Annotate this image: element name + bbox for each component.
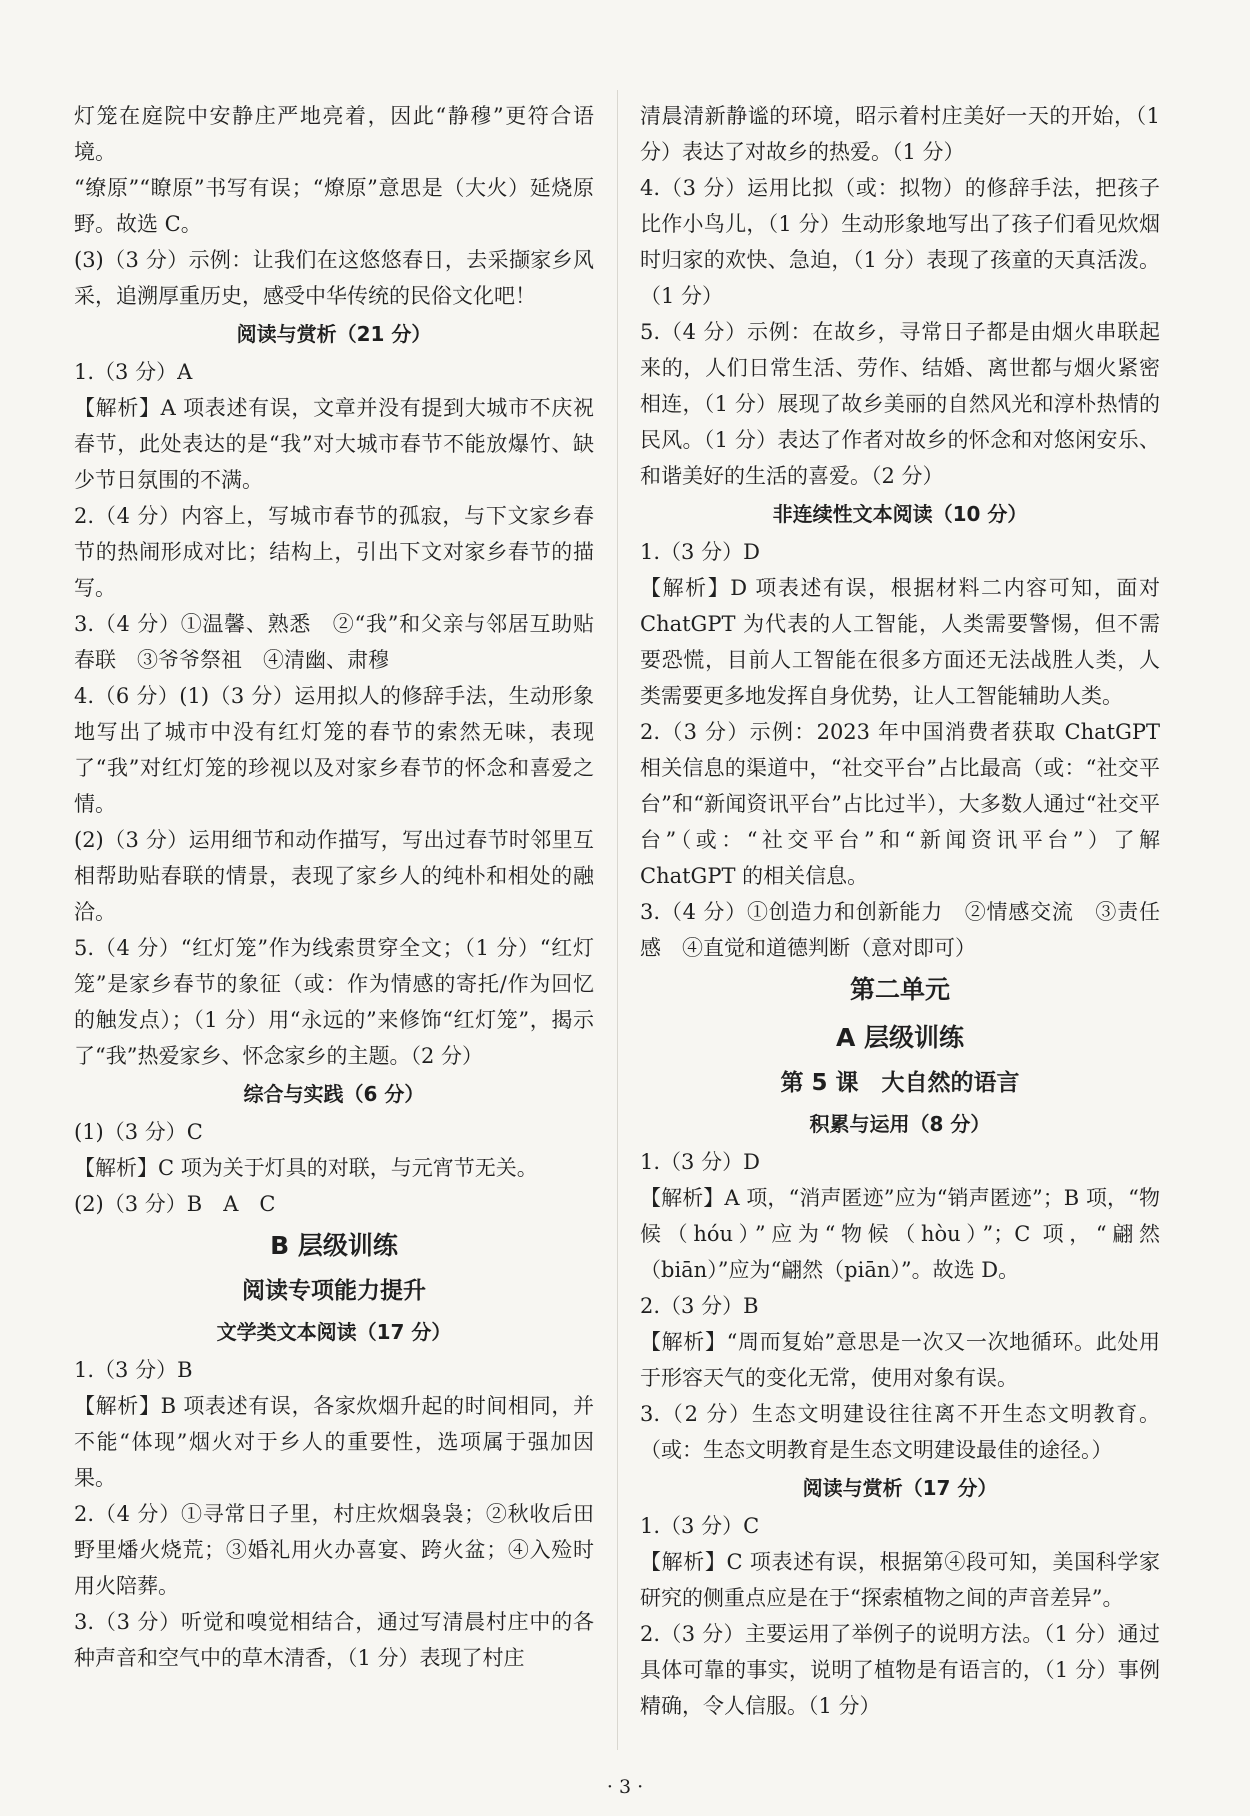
section-heading: 阅读与赏析（21 分） [236,322,432,346]
paragraph: 3.（2 分）生态文明建设往往离不开生态文明教育。（或：生态文明教育是生态文明建设最佳的途径。） [640,1402,1160,1462]
paragraph: 【解析】C 项表述有误，根据第④段可知，美国科学家研究的侧重点应是在于“探索植物之间的声音差异”。 [640,1550,1160,1610]
paragraph: 2.（4 分）①寻常日子里，村庄炊烟袅袅；②秋收后田野里燔火烧荒；③婚礼用火办喜宴、跨火盆；④入殓时用火陪葬。 [74,1502,594,1598]
paragraph: 3.（4 分）①创造力和创新能力 ②情感交流 ③责任感 ④直觉和道德判断（意对即可） [640,900,1160,960]
paragraph: 2.（3 分）主要运用了举例子的说明方法。（1 分）通过具体可靠的事实，说明了植物是有语言的，（1 分）事例精确，令人信服。（1 分） [640,1622,1160,1718]
lesson-heading: 第 5 课 大自然的语言 [780,1070,1020,1096]
right-column [640,98,1160,1724]
paragraph: 2.（4 分）内容上，写城市春节的孤寂，与下文家乡春节的热闹形成对比；结构上，引出下文对家乡春节的描写。 [74,504,594,600]
paragraph: (3)（3 分）示例：让我们在这悠悠春日，去采撷家乡风采，追溯厚重历史，感受中华传统的民俗文化吧！ [74,248,594,308]
left-column [74,98,594,1676]
subsection-heading: 阅读专项能力提升 [242,1278,426,1304]
paragraph: (2)（3 分）运用细节和动作描写，写出过春节时邻里互相帮助贴春联的情景，表现了家乡人的纯朴和相处的融洽。 [74,828,594,924]
paragraph: 5.（4 分）示例：在故乡，寻常日子都是由烟火串联起来的，人们日常生活、劳作、结婚、离世都与烟火紧密相连，（1 分）展现了故乡美丽的自然风光和淳朴热情的民风。（1 分）表达了作者对故乡的怀念和对悠闲安乐、和谐美好的生活的喜爱。（2 分） [640,320,1160,488]
paragraph: 【解析】“周而复始”意思是一次又一次地循环。此处用于形容天气的变化无常，使用对象有误。 [640,1330,1160,1390]
section-heading: 积累与运用（8 分） [809,1112,991,1136]
paragraph: 【解析】D 项表述有误，根据材料二内容可知，面对 ChatGPT 为代表的人工智能，人类需要警惕，但不需要恐慌，目前人工智能在很多方面还无法战胜人类，人类需要更多地发挥自身优势，让人工智能辅助人类。 [640,576,1160,708]
unit-heading: 第二单元 [849,975,950,1004]
paragraph: 4.（3 分）运用比拟（或：拟物）的修辞手法，把孩子比作小鸟儿，（1 分）生动形象地写出了孩子们看见炊烟时归家的欢快、急迫，（1 分）表现了孩童的天真活泼。（1 分） [640,176,1160,308]
paragraph: 【解析】C 项为关于灯具的对联，与元宵节无关。 [74,1156,538,1180]
paragraph: 【解析】A 项，“消声匿迹”应为“销声匿迹”；B 项，“物候（hóu）”应为“物候（hòu）”；C 项，“翩然（biān）”应为“翩然（piān）”。故选 D。 [640,1186,1160,1282]
page-number: · 3 · [606,1776,644,1798]
level-heading: B 层级训练 [270,1231,398,1260]
paragraph: 2.（3 分）示例：2023 年中国消费者获取 ChatGPT 相关信息的渠道中，“社交平台”占比最高（或：“社交平台”和“新闻资讯平台”占比过半），大多数人通过“社交平台”（或：“社交平台”和“新闻资讯平台”）了解 ChatGPT 的相关信息。 [640,720,1160,888]
paragraph: 清晨清新静谧的环境，昭示着村庄美好一天的开始，（1 分）表达了对故乡的热爱。（1 分） [640,104,1160,164]
section-heading: 文学类文本阅读（17 分） [216,1320,452,1344]
section-heading: 综合与实践（6 分） [243,1082,425,1106]
paragraph: 5.（4 分）“红灯笼”作为线索贯穿全文；（1 分）“红灯笼”是家乡春节的象征（或：作为情感的寄托/作为回忆的触发点）；（1 分）用“永远的”来修饰“红灯笼”，揭示了“我”热爱家乡、怀念家乡的主题。（2 分） [74,936,594,1068]
section-heading: 阅读与赏析（17 分） [802,1476,998,1500]
paragraph: (2)（3 分）B A C [74,1192,276,1216]
paragraph: 3.（4 分）①温馨、熟悉 ②“我”和父亲与邻居互助贴春联 ③爷爷祭祖 ④清幽、肃穆 [74,612,594,672]
paragraph: 1.（3 分）D [640,540,760,564]
paragraph: 【解析】A 项表述有误，文章并没有提到大城市不庆祝春节，此处表达的是“我”对大城市春节不能放爆竹、缺少节日氛围的不满。 [74,396,594,492]
paragraph: 3.（3 分）听觉和嗅觉相结合，通过写清晨村庄中的各种声音和空气中的草木清香，（1 分）表现了村庄 [74,1610,594,1670]
paragraph: 4.（6 分）(1)（3 分）运用拟人的修辞手法，生动形象地写出了城市中没有红灯笼的春节的索然无味，表现了“我”对红灯笼的珍视以及对家乡春节的怀念和喜爱之情。 [74,684,594,816]
level-heading: A 层级训练 [835,1023,965,1052]
paragraph: 【解析】B 项表述有误，各家炊烟升起的时间相同，并不能“体现”烟火对于乡人的重要性，选项属于强加因果。 [74,1394,594,1490]
paragraph: 1.（3 分）C [640,1514,760,1538]
column-divider [617,90,618,1750]
paragraph: 2.（3 分）B [640,1294,759,1318]
paragraph: “缭原”“瞭原”书写有误；“燎原”意思是（大火）延烧原野。故选 C。 [74,176,594,236]
paragraph: 1.（3 分）D [640,1150,760,1174]
paragraph: 1.（3 分）A [74,360,193,384]
paragraph: 灯笼在庭院中安静庄严地亮着，因此“静穆”更符合语境。 [74,104,594,164]
section-heading: 非连续性文本阅读（10 分） [772,502,1028,526]
paragraph: (1)（3 分）C [74,1120,203,1144]
paragraph: 1.（3 分）B [74,1358,193,1382]
